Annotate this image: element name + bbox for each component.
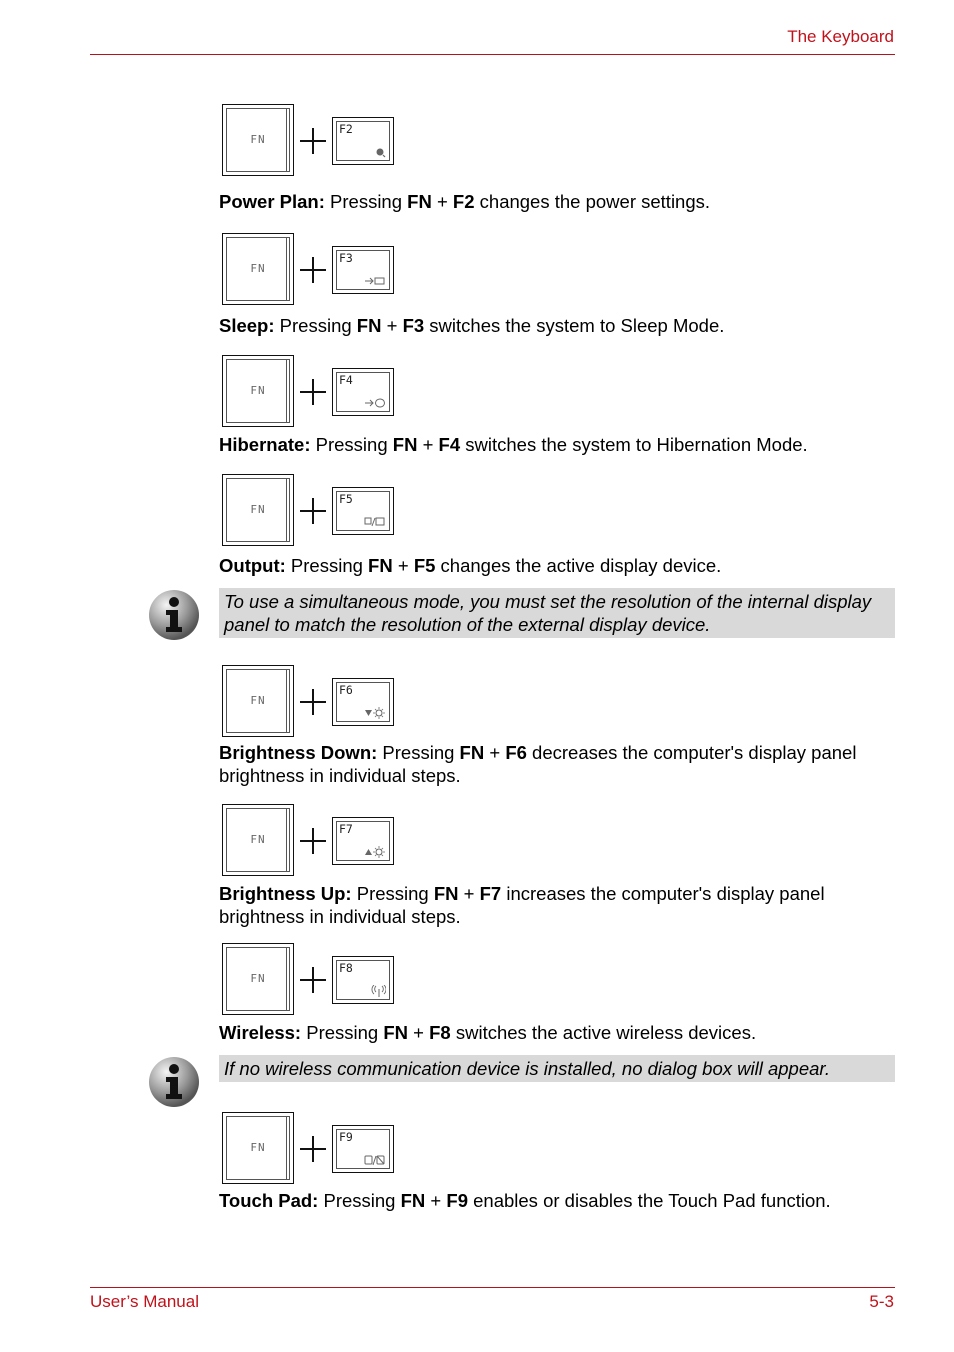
footer-rule: [90, 1287, 895, 1288]
fn-key: FN: [222, 1112, 294, 1184]
key-combo-fn-f9: [222, 1112, 402, 1188]
desc-touch-pad: Touch Pad: Pressing FN + F9 enables or disables the Touch Pad function.: [219, 1190, 831, 1211]
desc-hibernate: Hibernate: Pressing FN + F4 switches the system to Hibernation Mode.: [219, 434, 808, 455]
fn-key: FN: [222, 665, 294, 737]
key-combo-fn-f4: [222, 355, 402, 431]
brightness-down-icon: [364, 707, 386, 719]
fn-key: FN: [222, 104, 294, 176]
desc-brightness-down: Brightness Down: Pressing FN + F6 decreases the computer's display panel brightness in individual steps.: [219, 742, 857, 786]
desc-power-plan: Power Plan: Pressing FN + F2 changes the power settings.: [219, 191, 711, 212]
f5-key: F5: [332, 487, 394, 535]
desc-output: Output: Pressing FN + F5 changes the active display device.: [219, 555, 722, 576]
fn-key: FN: [222, 943, 294, 1015]
fn-key: FN: [222, 474, 294, 546]
desc-sleep: Sleep: Pressing FN + F3 switches the system to Sleep Mode.: [219, 315, 725, 336]
plus-icon: [300, 689, 326, 715]
brightness-up-icon: [364, 846, 386, 858]
plus-icon: [300, 828, 326, 854]
key-combo-fn-f8: [222, 943, 402, 1019]
desc-brightness-up: Brightness Up: Pressing FN + F7 increases the computer's display panel brightness in individual steps.: [219, 883, 825, 927]
plus-icon: [300, 257, 326, 283]
key-combo-fn-f6: [222, 665, 402, 741]
hibernate-icon: [364, 397, 386, 409]
desc-wireless: Wireless: Pressing FN + F8 switches the active wireless devices.: [219, 1022, 757, 1043]
fn-key: FN: [222, 233, 294, 305]
plus-icon: [300, 128, 326, 154]
fn-key: FN: [222, 355, 294, 427]
header-title: The Keyboard: [787, 27, 894, 46]
f3-key: F3: [332, 246, 394, 294]
f6-key: F6: [332, 678, 394, 726]
f7-key: F7: [332, 817, 394, 865]
fn-key: FN: [222, 804, 294, 876]
footer-manual-title: User’s Manual: [90, 1292, 199, 1311]
display-output-icon: [364, 516, 386, 528]
header-rule: [90, 54, 895, 55]
note-wireless: If no wireless communication device is installed, no dialog box will appear.: [219, 1055, 895, 1082]
plus-icon: [300, 379, 326, 405]
plus-icon: [300, 498, 326, 524]
key-combo-fn-f7: [222, 804, 402, 880]
f9-key: F9: [332, 1125, 394, 1173]
plus-icon: [300, 1136, 326, 1162]
f2-key: F2: [332, 117, 394, 165]
key-combo-fn-f2: [222, 104, 402, 180]
key-combo-fn-f5: [222, 474, 402, 550]
wireless-icon: [364, 985, 386, 997]
plus-icon: [300, 967, 326, 993]
page-number: 5-3: [869, 1292, 894, 1311]
key-combo-fn-f3: [222, 233, 402, 309]
touchpad-icon: [364, 1154, 386, 1166]
f8-key: F8: [332, 956, 394, 1004]
info-icon: [148, 1056, 200, 1108]
f4-key: F4: [332, 368, 394, 416]
note-simultaneous-mode: To use a simultaneous mode, you must set the resolution of the internal display panel to match the resolution of the external display device.: [219, 588, 895, 638]
info-icon: [148, 589, 200, 641]
power-plan-icon: [364, 146, 386, 158]
sleep-icon: [364, 275, 386, 287]
